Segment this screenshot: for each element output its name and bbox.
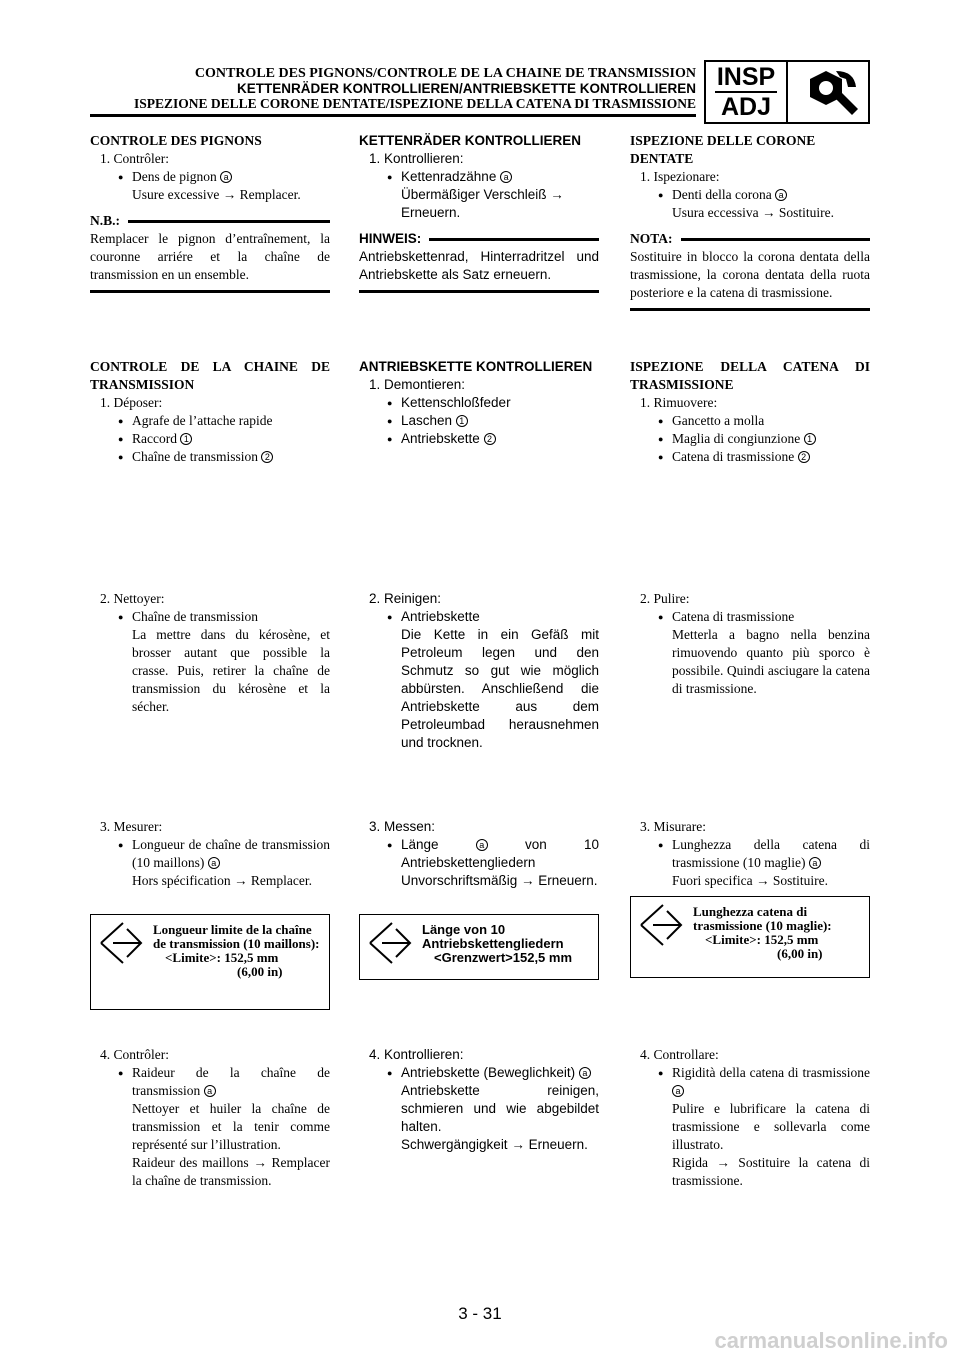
de-nb-label: HINWEIS: bbox=[359, 230, 599, 248]
ref-2: 2 bbox=[261, 451, 273, 463]
de-chain-step1: 1. Demontieren: bbox=[369, 377, 466, 392]
de-section-check bbox=[359, 1046, 599, 1154]
ref-a: a bbox=[208, 857, 220, 869]
ref-2: 2 bbox=[798, 451, 810, 463]
fr-spec-limit: <Limite>: 152,5 mm bbox=[165, 950, 279, 965]
it-chain-title: ISPEZIONE DELLA CATENA DI TRASMISSIONE bbox=[630, 359, 870, 392]
badge-text bbox=[706, 62, 788, 122]
de-check-step: 4. Kontrollieren: bbox=[369, 1047, 464, 1062]
fr-nb-label: N.B.: bbox=[90, 212, 330, 230]
de-sprockets-title: KETTENRÄDER KONTROLLIEREN bbox=[359, 133, 581, 148]
de-check-bullet: ● Antriebskette (Beweglichkeit) a bbox=[359, 1064, 599, 1082]
ref-a: a bbox=[476, 839, 488, 851]
fr-sprockets-title: CONTROLE DES PIGNONS bbox=[90, 133, 262, 148]
de-spec-limit: <Grenzwert>152,5 mm bbox=[434, 950, 573, 965]
it-section-clean bbox=[630, 590, 870, 698]
de-clean-text: Die Kette in ein Gefäß mit Petroleum legen und den Schmutz so gut wie möglich abbürsten. Anschließend die Antriebskette aus dem Petroleumbad herausnehmen und trocknen. bbox=[401, 627, 599, 750]
header-title-fr: CONTROLE DES PIGNONS/CONTROLE DE LA CHAINE DE TRANSMISSION bbox=[194, 66, 696, 81]
fr-chain-bullet3: ● Chaîne de transmission 2 bbox=[90, 448, 330, 466]
measure-limit-icon bbox=[637, 903, 685, 947]
de-chain-bullet1: ● Kettenschloßfeder bbox=[359, 394, 599, 412]
it-section-check bbox=[630, 1046, 870, 1190]
fr-clean-text: La mettre dans du kérosène, et brosser autant que possible la crasse. Puis, retirer la chaîne de transmission du kérosène et la sécher. bbox=[132, 627, 330, 714]
fr-section-chain bbox=[90, 358, 330, 466]
it-clean-step: 2. Pulire: bbox=[640, 591, 690, 606]
insp-adj-badge bbox=[704, 60, 870, 124]
it-spec-label: Lunghezza catena di trasmissione (10 maglie): bbox=[693, 904, 832, 933]
fr-measure-bullet: ● Longueur de chaîne de transmission (10 maillons) a bbox=[90, 836, 330, 872]
page-number: 3 - 31 bbox=[458, 1304, 502, 1323]
fr-chain-step1: 1. Déposer: bbox=[100, 395, 163, 410]
de-check-text2: Schwergängigkeit → Erneuern. bbox=[401, 1137, 588, 1152]
it-nb-label: NOTA: bbox=[630, 230, 870, 248]
it-section-sprockets bbox=[630, 132, 870, 311]
measure-limit-icon bbox=[366, 921, 414, 965]
it-nb-text: Sostituire in blocco la corona dentata della trasmissione, la corona dentata della ruota posteriore e la catena di trasmissione. bbox=[630, 249, 870, 300]
de-spec-label: Länge von 10 Antriebskettengliedern bbox=[422, 922, 564, 951]
fr-chain-bullet2: ● Raccord 1 bbox=[90, 430, 330, 448]
it-section-measure bbox=[630, 818, 870, 890]
fr-spec-box bbox=[90, 914, 330, 1010]
fr-section-clean bbox=[90, 590, 330, 716]
it-check-bullet: ● Rigidità della catena di trasmissione a bbox=[630, 1064, 870, 1100]
badge-line2: ADJ bbox=[720, 93, 771, 121]
de-chain-bullet2: ● Laschen 1 bbox=[359, 412, 599, 430]
fr-spec-label: Longueur limite de la chaîne de transmission (10 maillons): bbox=[153, 922, 320, 951]
it-nb-box bbox=[630, 230, 870, 311]
de-nb-text: Antriebskettenrad, Hinterradritzel und Antriebskette als Satz erneuern. bbox=[359, 249, 599, 282]
de-clean-step: 2. Reinigen: bbox=[369, 591, 442, 606]
fr-sprockets-bullet bbox=[90, 168, 330, 186]
ref-1: 1 bbox=[804, 433, 816, 445]
fr-check-text2: Raideur des maillons → Remplacer la chaîne de transmission. bbox=[132, 1155, 330, 1188]
de-section-chain bbox=[359, 358, 599, 448]
it-check-text1: Pulire e lubrificare la catena di trasmissione e sollevarla come illustrato. bbox=[672, 1101, 870, 1152]
fr-chain-title: CONTROLE DE LA CHAINE DE TRANSMISSION bbox=[90, 359, 330, 392]
de-spec-box bbox=[359, 914, 599, 980]
fr-clean-step: 2. Nettoyer: bbox=[100, 591, 165, 606]
de-nb-box bbox=[359, 230, 599, 293]
it-check-text2: Rigida → Sostituire la catena di trasmissione. bbox=[672, 1155, 870, 1188]
it-spec-box bbox=[630, 896, 870, 978]
watermark: carmanualsonline.info bbox=[714, 1328, 948, 1353]
fr-check-bullet: ● Raideur de la chaîne de transmission a bbox=[90, 1064, 330, 1100]
fr-nb-box bbox=[90, 212, 330, 293]
ref-a: a bbox=[809, 857, 821, 869]
it-sprockets-title: ISPEZIONE DELLE CORONE DENTATE bbox=[630, 133, 816, 166]
it-measure-bullet: ● Lunghezza della catena di trasmissione (10 maglie) a bbox=[630, 836, 870, 872]
de-sprockets-note: Übermäßiger Verschleiß → Erneuern. bbox=[401, 187, 564, 220]
fr-sprockets-note: Usure excessive → Remplacer. bbox=[132, 187, 301, 202]
de-check-text1: Antriebskette reinigen, schmieren und wie abgebildet halten. bbox=[401, 1083, 599, 1134]
ref-a: a bbox=[579, 1067, 591, 1079]
it-measure-note: Fuori specifica → Sostituire. bbox=[672, 873, 828, 888]
de-sprockets-bullet: ● Kettenradzähne a bbox=[359, 168, 599, 186]
fr-chain-bullet1: ● Agrafe de l’attache rapide bbox=[90, 412, 330, 430]
it-chain-step1: 1. Rimuovere: bbox=[640, 395, 718, 410]
fr-sprockets-step1: 1. Contrôler: bbox=[100, 151, 169, 166]
ref-a: a bbox=[500, 171, 512, 183]
ref-a: a bbox=[672, 1085, 684, 1097]
de-section-sprockets bbox=[359, 132, 599, 293]
header-titles bbox=[134, 66, 696, 111]
fr-section-sprockets bbox=[90, 132, 330, 293]
it-chain-bullet3: ● Catena di trasmissione 2 bbox=[630, 448, 870, 466]
de-section-clean bbox=[359, 590, 599, 752]
de-chain-title: ANTRIEBSKETTE KONTROLLIEREN bbox=[359, 359, 593, 374]
fr-clean-bullet: ● Chaîne de transmission bbox=[90, 608, 330, 626]
fr-spec-limit-in: (6,00 in) bbox=[237, 964, 283, 979]
page-header bbox=[60, 60, 870, 124]
fr-section-measure bbox=[90, 818, 330, 890]
header-title-it: ISPEZIONE DELLE CORONE DENTATE/ISPEZIONE DELLA CATENA DI TRASMISSIONE bbox=[133, 96, 696, 111]
it-sprockets-note: Usura eccessiva → Sostituire. bbox=[672, 205, 834, 220]
it-spec-limit: <Limite>: 152,5 mm bbox=[705, 932, 819, 947]
fr-check-step: 4. Contrôler: bbox=[100, 1047, 169, 1062]
de-measure-bullet: ● Länge a von 10 Antriebskettengliedern bbox=[359, 836, 599, 872]
ref-2: 2 bbox=[484, 433, 496, 445]
de-sprockets-step1: 1. Kontrollieren: bbox=[369, 151, 464, 166]
ref-1: 1 bbox=[456, 415, 468, 427]
de-chain-bullet3: ● Antriebskette 2 bbox=[359, 430, 599, 448]
fr-measure-step: 3. Mesurer: bbox=[100, 819, 163, 834]
it-chain-bullet2: ● Maglia di congiunzione 1 bbox=[630, 430, 870, 448]
it-section-chain bbox=[630, 358, 870, 466]
de-section-measure bbox=[359, 818, 599, 890]
fr-measure-note: Hors spécification → Remplacer. bbox=[132, 873, 312, 888]
it-clean-bullet: ● Catena di trasmissione bbox=[630, 608, 870, 626]
measure-limit-icon bbox=[97, 921, 145, 965]
fr-sprockets-b1: Dens de pignon bbox=[132, 169, 217, 184]
fr-nb-text: Remplacer le pignon d’entraînement, la couronne arriére et la chaîne de transmission en un ensemble. bbox=[90, 231, 330, 282]
it-chain-bullet1: ● Gancetto a molla bbox=[630, 412, 870, 430]
ref-a: a bbox=[220, 171, 232, 183]
de-clean-bullet: ● Antriebskette bbox=[359, 608, 599, 626]
ref-a: a bbox=[775, 189, 787, 201]
it-sprockets-step1: 1. Ispezionare: bbox=[640, 169, 720, 184]
wrench-nut-icon bbox=[788, 62, 868, 122]
de-measure-step: 3. Messen: bbox=[369, 819, 436, 834]
it-clean-text: Metterla a bagno nella benzina rimuovendo quanto più sporco è possibile. Quindi asciugare la catena di trasmissione. bbox=[672, 627, 870, 696]
header-title-de: KETTENRÄDER KONTROLLIEREN/ANTRIEBSKETTE KONTROLLIEREN bbox=[237, 81, 696, 96]
it-measure-step: 3. Misurare: bbox=[640, 819, 706, 834]
it-check-step: 4. Controllare: bbox=[640, 1047, 719, 1062]
it-sprockets-bullet: ● Denti della corona a bbox=[630, 186, 870, 204]
ref-a: a bbox=[204, 1085, 216, 1097]
fr-check-text1: Nettoyer et huiler la chaîne de transmission et la tenir comme représenté sur l’illustration. bbox=[132, 1101, 330, 1152]
fr-section-check bbox=[90, 1046, 330, 1190]
it-spec-limit-in: (6,00 in) bbox=[777, 946, 823, 961]
badge-line1: INSP bbox=[716, 63, 776, 91]
ref-1: 1 bbox=[180, 433, 192, 445]
header-rule bbox=[90, 114, 696, 117]
de-measure-note: Unvorschriftsmäßig → Erneuern. bbox=[401, 873, 598, 888]
